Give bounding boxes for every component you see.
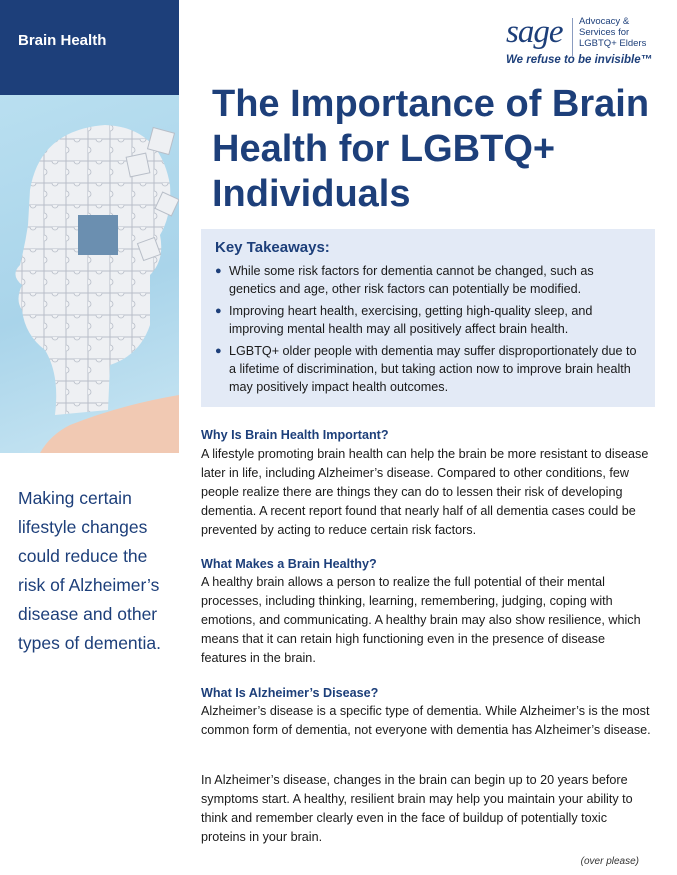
logo-divider: [572, 18, 573, 56]
key-takeaways-heading: Key Takeaways:: [215, 239, 330, 256]
takeaway-text: LGBTQ+ older people with dementia may suffer disproportionately due to a lifetime of discrimination, but taking action now to improve brain health may positively impact health outcomes.: [229, 344, 637, 394]
puzzle-head-illustration: [0, 95, 179, 453]
section-heading-why: Why Is Brain Health Important?: [201, 428, 389, 442]
takeaway-text: While some risk factors for dementia cannot be changed, such as genetics and age, other risk factors can potentially be modified.: [229, 264, 594, 296]
takeaway-item: [215, 262, 641, 298]
hero-image: [0, 95, 179, 453]
section-heading-healthy: What Makes a Brain Healthy?: [201, 557, 377, 571]
category-tag: Brain Health: [18, 32, 107, 49]
logo-sub-line-3: LGBTQ+ Elders: [579, 38, 647, 49]
section-body-alzheimers-2: In Alzheimer’s disease, changes in the brain can begin up to 20 years before symptoms start. A healthy, resilient brain may help you maintain your ability to think and remember clearly even in the face of buildup of potentially toxic proteins in your brain.: [201, 773, 633, 844]
bullet-icon: ●: [215, 265, 222, 277]
takeaway-text: Improving heart health, exercising, getting high-quality sleep, and improving mental health may all positively affect brain health.: [229, 304, 593, 336]
logo-sub-line-1: Advocacy &: [579, 16, 630, 27]
takeaway-item: [215, 302, 641, 338]
category-banner: [0, 0, 179, 95]
sage-logo: [506, 14, 666, 74]
pull-quote: Making certain lifestyle changes could reduce the risk of Alzheimer’s disease and other types of dementia.: [18, 488, 161, 653]
section-body-alzheimers: Alzheimer’s disease is a specific type of dementia. While Alzheimer’s is the most common form of dementia, not everyone with dementia has Alzheimer’s disease.: [201, 704, 651, 737]
section-body-healthy: A healthy brain allows a person to realize the full potential of their mental processes, including thinking, learning, remembering, judging, coping with emotions, and communicating. A healthy brain may also show resilience, which means that it can retain high functioning even in the presence of disease features in the brain.: [201, 575, 641, 665]
logo-subtitle: [579, 16, 646, 49]
logo-sub-line-2: Services for: [579, 27, 630, 38]
takeaway-item: [215, 342, 641, 396]
key-takeaways-list: [215, 262, 641, 396]
logo-wordmark: sage: [506, 14, 563, 50]
bullet-icon: ●: [215, 345, 222, 357]
key-takeaways-box: [201, 229, 655, 407]
over-please-note: (over please): [580, 856, 639, 867]
section-body-why: A lifestyle promoting brain health can help the brain be more resistant to disease later in life, including Alzheimer’s disease. Compared to other conditions, few people realize there are things they can do to lessen their risk of developing dementia. A recent report found that nearly half of all dementia cases could be prevented by acting to reduce certain risk factors.: [201, 447, 649, 537]
page-title: The Importance of Brain Health for LGBTQ+ Individuals: [212, 83, 650, 215]
section-heading-alzheimers: What Is Alzheimer’s Disease?: [201, 686, 379, 700]
bullet-icon: ●: [215, 305, 222, 317]
logo-tagline: We refuse to be invisible™: [506, 54, 653, 66]
